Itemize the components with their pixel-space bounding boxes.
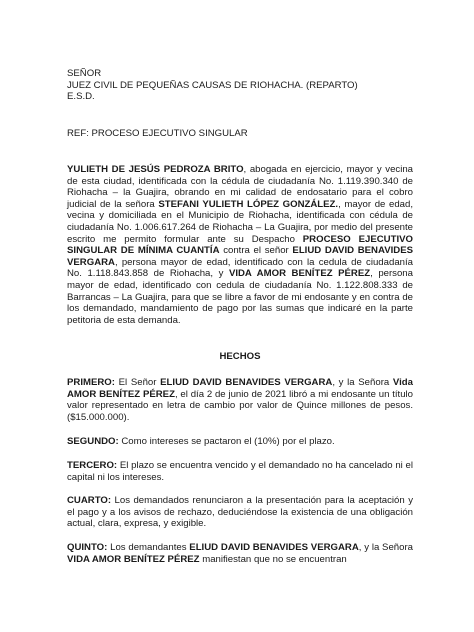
attorney-name: YULIETH DE JESÚS PEDROZA BRITO bbox=[67, 164, 244, 175]
fact-quinto: QUINTO: Los demandantes ELIUD DAVID BENAVIDES VERGARA, y la Señora VIDA AMOR BENÍTEZ PÉREZ manifiestan que no se encuentran bbox=[67, 542, 413, 565]
reference-line: REF: PROCESO EJECUTIVO SINGULAR bbox=[67, 128, 248, 139]
fact-tercero: TERCERO: El plazo se encuentra vencido y el demandado no ha cancelado ni el capital ni los intereses. bbox=[67, 460, 413, 483]
addressee-title: SEÑOR bbox=[67, 68, 102, 79]
addressee-court: JUEZ CIVIL DE PEQUEÑAS CAUSAS DE RIOHACHA. (REPARTO) bbox=[67, 79, 358, 91]
fact-cuarto: CUARTO: Los demandados renunciaron a la presentación para la aceptación y el pago y a los avisos de rechazo, deduciéndose la existencia de una obligación actual, clara, expresa, y exigible. bbox=[67, 495, 413, 530]
addressee-esd: E.S.D. bbox=[67, 91, 95, 103]
process-type: PROCESO EJECUTIVO SINGULAR DE MÍNIMA CUANTÍA bbox=[67, 233, 413, 257]
intro-paragraph: YULIETH DE JESÚS PEDROZA BRITO, abogada en ejercicio, mayor y vecina de esta ciudad, identificada con la cédula de ciudadanía No. 1.119.390.340 de Riohacha – la Guajira, obrando en mi calidad de endosatario para el cobro judicial de la señora STEFANI YULIETH LÓPEZ GONZÁLEZ., mayor de edad, vecina y domiciliada en el Municipio de Riohacha, identificada con cédula de ciudadanía No. 1.006.617.264 de Riohacha – La Guajira, por medio del presente escrito me permito formular ante su Despacho PROCESO EJECUTIVO SINGULAR DE MÍNIMA CUANTÍA contra el señor ELIUD DAVID BENAVIDES VERGARA, persona mayor de edad, identificado con la cedula de ciudadanía No. 1.118.843.858 de Riohacha, y VIDA AMOR BENÍTEZ PÉREZ, persona mayor de edad, identificado con cedula de ciudadanía No. 1.122.808.333 de Barrancas – La Guajira, para que se libre a favor de mi endosante y en contra de los demandado, mandamiento de pago por las sumas que indicaré en la parte petitoria de esta demanda. bbox=[67, 164, 414, 326]
client-name: STEFANI YULIETH LÓPEZ GONZÁLEZ. bbox=[158, 198, 339, 210]
defendant-1-name: ELIUD DAVID BENAVIDES VERGARA bbox=[67, 245, 413, 268]
addressee-block bbox=[67, 68, 413, 103]
fact-segundo: SEGUNDO: Como intereses se pactaron el (10%) por el plazo. bbox=[67, 436, 335, 447]
fact-primero: PRIMERO: El Señor ELIUD DAVID BENAVIDES VERGARA, y la Señora Vida AMOR BENÍTEZ PÉREZ, el día 2 de junio de 2021 libró a mi endosante un título valor representado en letra de cambio por valor de Quince millones de pesos. ($15.000.000). bbox=[67, 377, 414, 423]
section-heading-hechos: HECHOS bbox=[219, 351, 261, 362]
defendant-2-name: VIDA AMOR BENÍTEZ PÉREZ bbox=[228, 268, 371, 280]
